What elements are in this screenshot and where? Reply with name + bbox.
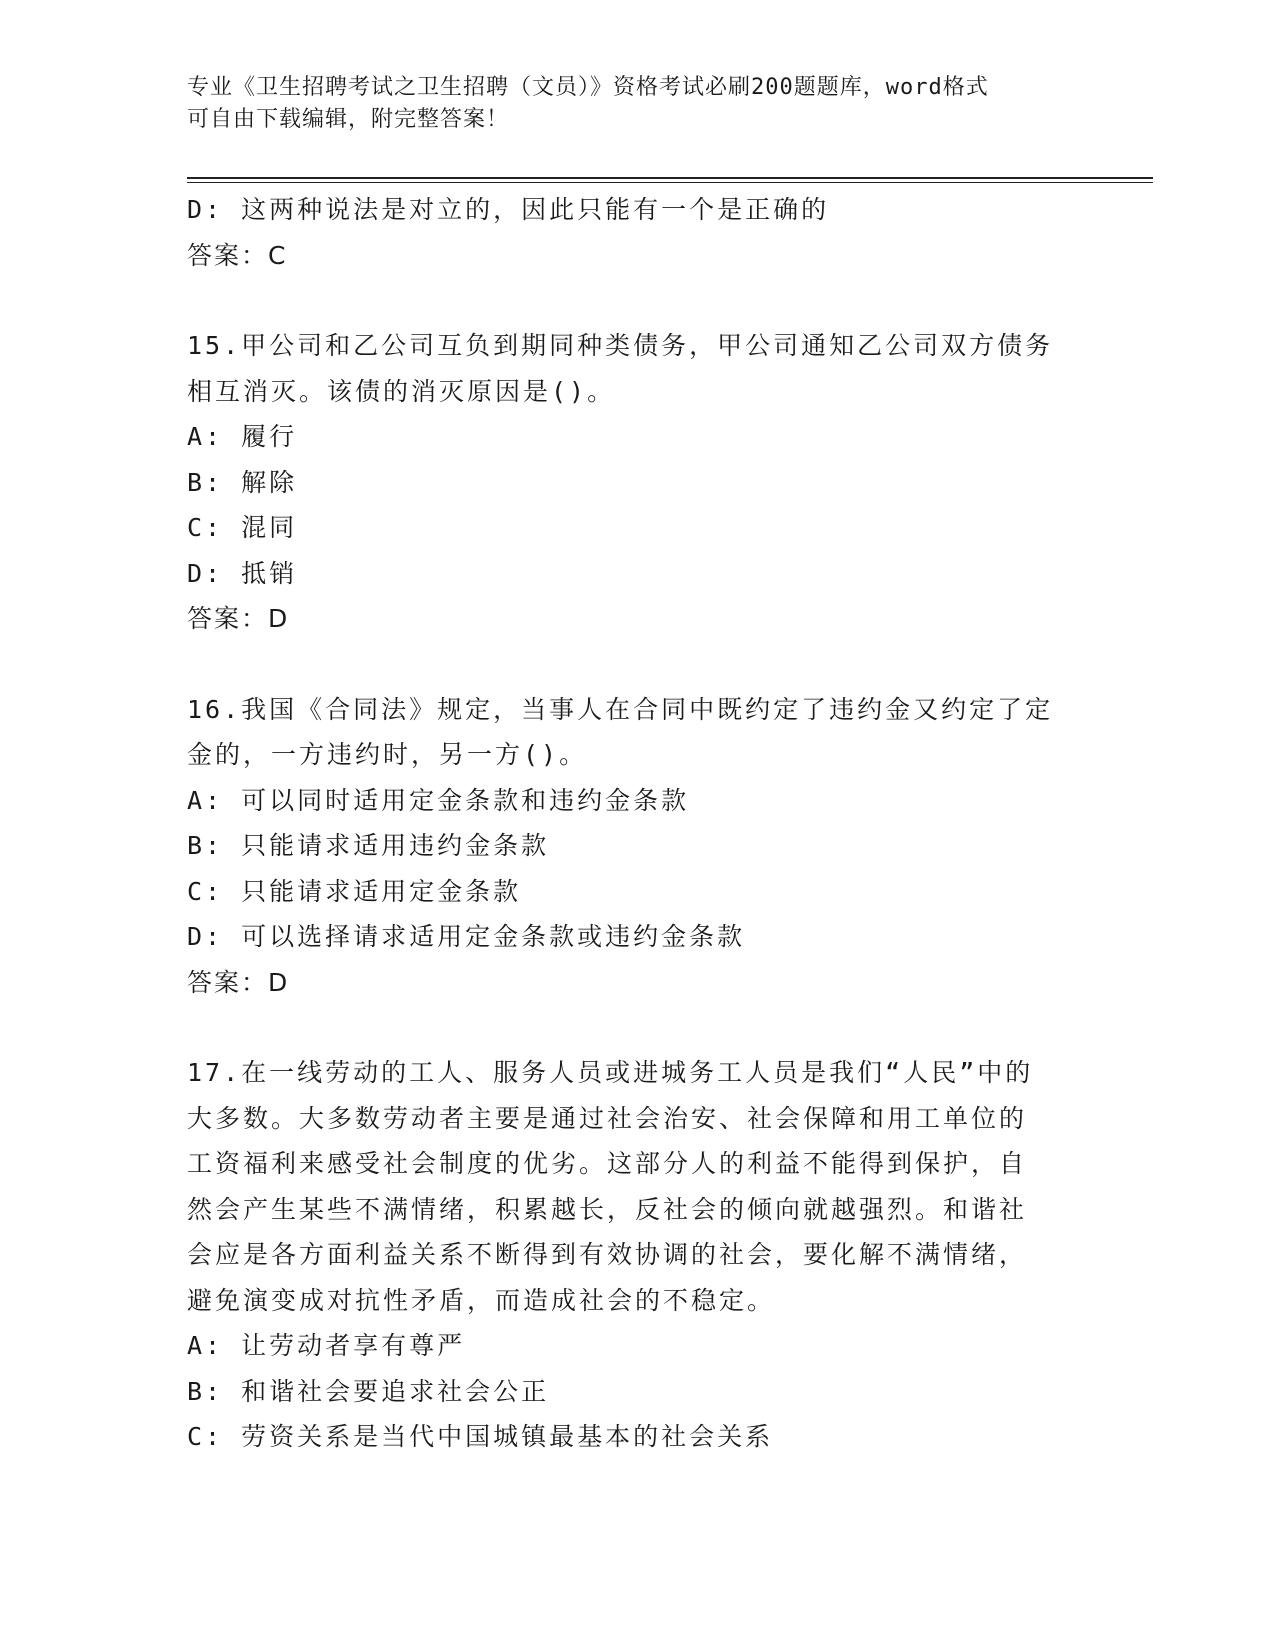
question-stem-line: 15.甲公司和乙公司互负到期同种类债务，甲公司通知乙公司双方债务 (187, 331, 1054, 360)
option-b: B: 只能请求适用违约金条款 (187, 831, 550, 860)
question-stem-line: 17.在一线劳动的工人、服务人员或进城务工人员是我们“人民”中的 (187, 1058, 1034, 1087)
header-divider-thick (187, 177, 1153, 179)
answer-line: 答案：D (187, 967, 290, 997)
answer-line: 答案：D (187, 604, 290, 633)
option-b: B: 和谐社会要追求社会公正 (187, 1376, 550, 1406)
question-stem-line: 会应是各方面利益关系不断得到有效协调的社会，要化解不满情绪， (187, 1240, 1028, 1269)
question-stem-line: 然会产生某些不满情绪，积累越长，反社会的倾向就越强烈。和谐社 (187, 1194, 1028, 1224)
question-stem-line: 工资福利来感受社会制度的优劣。这部分人的利益不能得到保护，自 (187, 1149, 1028, 1178)
header-divider-thin (187, 182, 1153, 183)
option-b: B: 解除 (187, 467, 298, 497)
previous-question-tail (187, 187, 1087, 278)
option-d: D: 可以选择请求适用定金条款或违约金条款 (187, 922, 746, 951)
option-c: C: 混同 (187, 513, 298, 542)
option-a: A: 让劳动者享有尊严 (187, 1331, 466, 1360)
question-stem-line: 相互消灭。该债的消灭原因是()。 (187, 376, 616, 406)
question-stem-line: 金的，一方违约时，另一方()。 (187, 740, 588, 769)
option-d: D: 这两种说法是对立的，因此只能有一个是正确的 (187, 195, 830, 224)
option-a: A: 可以同时适用定金条款和违约金条款 (187, 785, 690, 815)
page-header (187, 72, 1067, 136)
option-c: C: 劳资关系是当代中国城镇最基本的社会关系 (187, 1422, 774, 1451)
header-title-line-1: 专业《卫生招聘考试之卫生招聘（文员）》资格考试必刷200题题库，word格式 (187, 75, 989, 100)
question-stem-line: 避免演变成对抗性矛盾，而造成社会的不稳定。 (187, 1285, 776, 1315)
option-a: A: 履行 (187, 422, 298, 451)
question-stem-line: 大多数。大多数劳动者主要是通过社会治安、社会保障和用工单位的 (187, 1103, 1028, 1133)
question-17 (187, 1050, 1087, 1460)
question-list (187, 187, 1087, 1460)
option-d: D: 抵销 (187, 558, 298, 588)
answer-line: 答案：C (187, 240, 288, 270)
option-c: C: 只能请求适用定金条款 (187, 876, 522, 906)
question-15 (187, 323, 1087, 642)
question-16 (187, 687, 1087, 1006)
question-stem-line: 16.我国《合同法》规定，当事人在合同中既约定了违约金又约定了定 (187, 694, 1054, 724)
header-title-line-2: 可自由下载编辑，附完整答案！ (187, 107, 510, 132)
